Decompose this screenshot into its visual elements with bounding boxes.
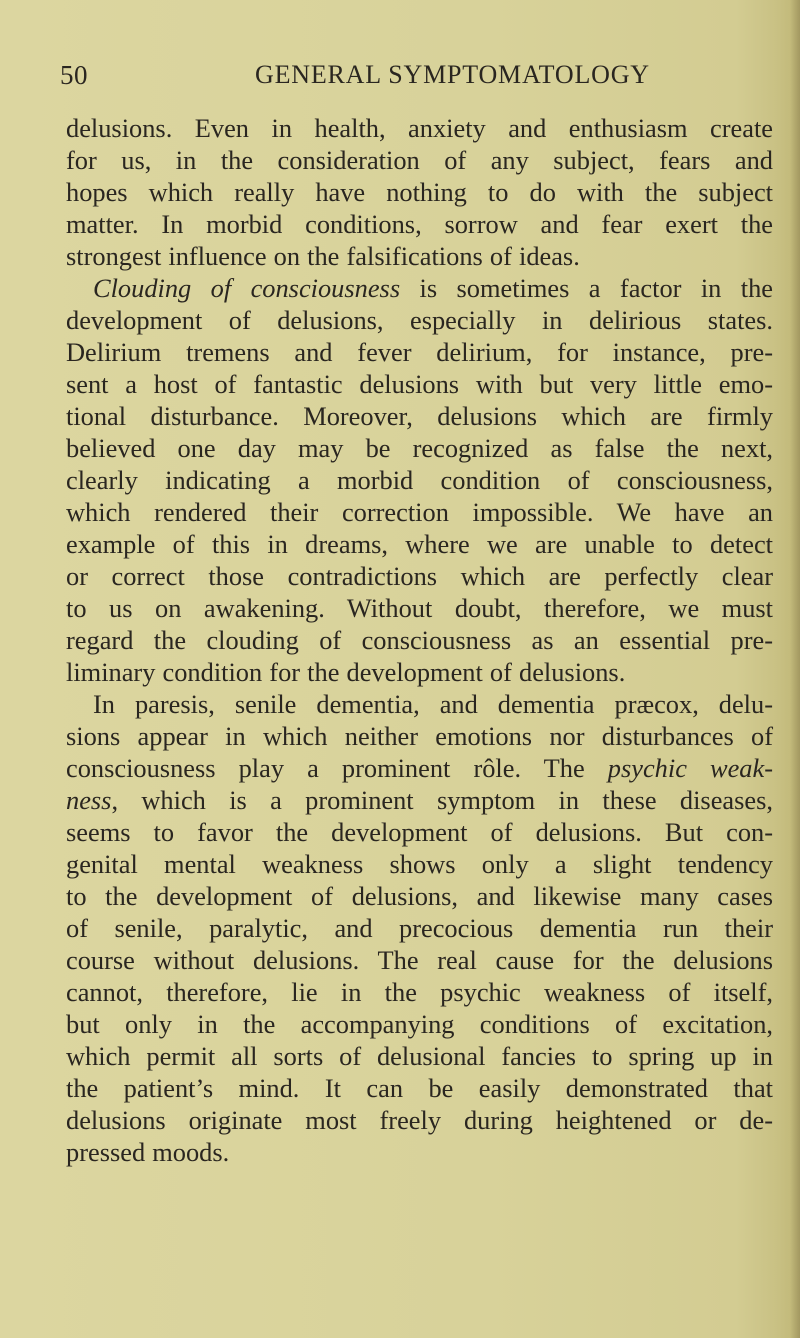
text-line: or correct those contradictions which are perfectly clear: [66, 561, 773, 591]
text-line: of senile, paralytic, and precocious dementia run their: [66, 913, 773, 943]
text-line: development of delusions, especially in delirious states.: [66, 305, 773, 335]
text-line: In paresis, senile dementia, and dementia præcox, delu-: [93, 689, 773, 719]
text-line: hopes which really have nothing to do with the subject: [66, 177, 773, 207]
text-line: which permit all sorts of delusional fancies to spring up in: [66, 1041, 773, 1071]
text-line: cannot, therefore, lie in the psychic weakness of itself,: [66, 977, 773, 1007]
text-line: regard the clouding of consciousness as an essential pre-: [66, 625, 773, 655]
text-line: Clouding of consciousness is sometimes a factor in the: [93, 273, 773, 303]
text-line: matter. In morbid conditions, sorrow and fear exert the: [66, 209, 773, 239]
text-line: genital mental weakness shows only a slight tendency: [66, 849, 773, 879]
text-line: clearly indicating a morbid condition of consciousness,: [66, 465, 773, 495]
running-head: GENERAL SYMPTOMATOLOGY: [255, 60, 650, 89]
text-line: to the development of delusions, and likewise many cases: [66, 881, 773, 911]
text-line: to us on awakening. Without doubt, therefore, we must: [66, 593, 773, 623]
italic-term: Clouding of consciousness: [93, 273, 401, 303]
page-edge-shadow: [790, 0, 800, 1338]
text-line: liminary condition for the development of delusions.: [66, 657, 626, 687]
text-line: the patient’s mind. It can be easily demonstrated that: [66, 1073, 773, 1103]
text-line: seems to favor the development of delusions. But con-: [66, 817, 773, 847]
text-line: sions appear in which neither emotions nor disturbances of: [66, 721, 773, 751]
text-line: Delirium tremens and fever delirium, for instance, pre-: [66, 337, 773, 367]
text-line: sent a host of fantastic delusions with but very little emo-: [66, 369, 773, 399]
text-line: delusions originate most freely during heightened or de-: [66, 1105, 773, 1135]
italic-term: psychic weak-: [607, 753, 774, 783]
page-number: 50: [60, 60, 88, 90]
text-line: which rendered their correction impossible. We have an: [66, 497, 773, 527]
text-line: course without delusions. The real cause for the delusions: [66, 945, 773, 975]
text-line: pressed moods.: [66, 1137, 230, 1167]
text-line: strongest influence on the falsifications of ideas.: [66, 241, 580, 271]
text-line: delusions. Even in health, anxiety and enthusiasm create: [66, 113, 773, 143]
body-text: [66, 112, 773, 1168]
italic-term: ness: [66, 785, 112, 815]
text-line: consciousness play a prominent rôle. The psychic weak-: [66, 753, 774, 783]
text-line: believed one day may be recognized as false the next,: [66, 433, 773, 463]
page-header: [0, 60, 800, 92]
text-line: example of this in dreams, where we are unable to detect: [66, 529, 773, 559]
text-line: but only in the accompanying conditions of excitation,: [66, 1009, 773, 1039]
text-line: for us, in the consideration of any subject, fears and: [66, 145, 773, 175]
text-line: tional disturbance. Moreover, delusions which are firmly: [66, 401, 773, 431]
text-line: ness, which is a prominent symptom in these diseases,: [66, 785, 773, 815]
